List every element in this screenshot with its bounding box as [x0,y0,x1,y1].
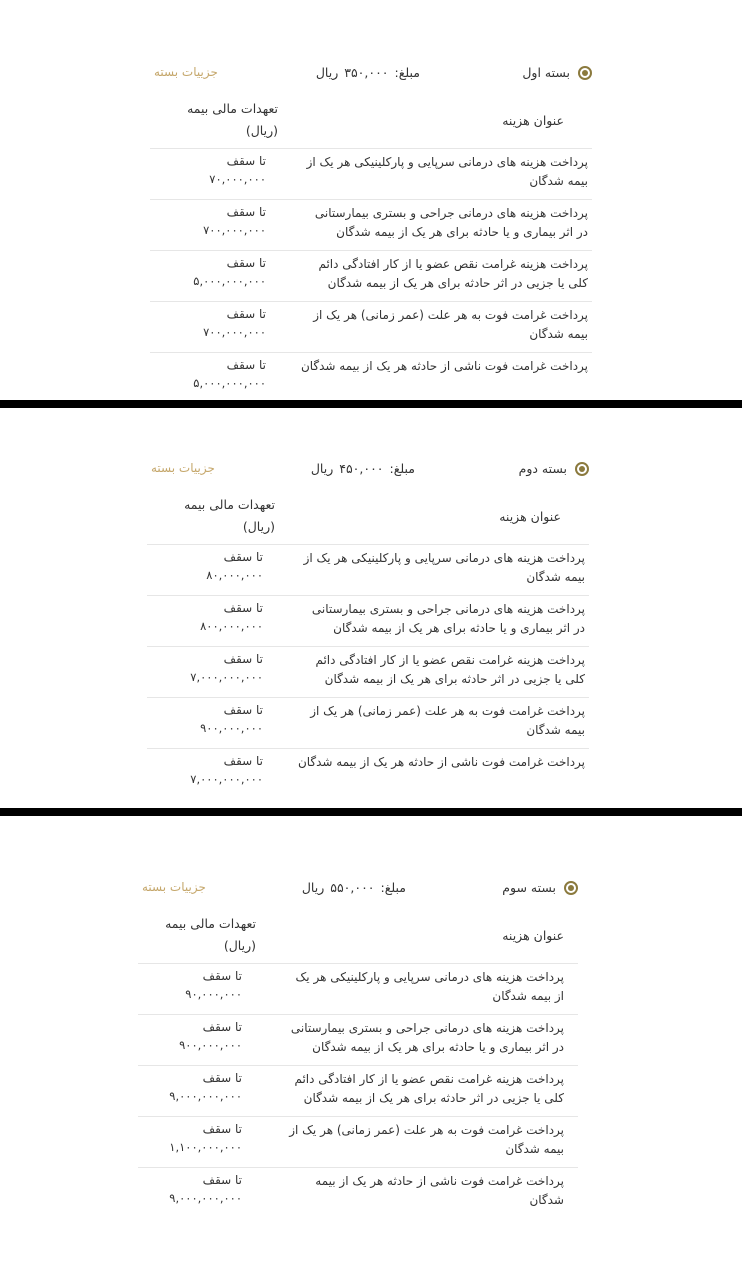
col-amount-header: تعهدات مالی بیمه (ریال) [184,497,275,534]
coverage-title: پرداخت هزینه غرامت نقص عضو یا از کار افتادگی دائم کلی یا جزیی در اثر حادثه برای هر یک از بیمه شدگان [318,257,588,290]
coverage-title: پرداخت غرامت فوت ناشی از حادثه هر یک از بیمه شدگان [297,755,585,769]
table-header [147,488,589,545]
coverage-amount: تا سقف ۷۰,۰۰۰,۰۰۰ [209,154,266,186]
table-row [138,964,578,1015]
coverage-table [147,488,589,799]
table-header [150,92,592,149]
currency-label: ریال [310,461,334,476]
amount-label: مبلغ: [394,65,420,80]
table-row [138,1117,578,1168]
coverage-table [150,92,592,403]
amount-label: مبلغ: [389,461,415,476]
package-name: بسته دوم [518,461,567,476]
package-price [305,461,415,476]
currency-label: ریال [315,65,339,80]
coverage-amount: تا سقف ۵,۰۰۰,۰۰۰,۰۰۰ [193,358,266,390]
package-card [147,452,589,799]
coverage-title: پرداخت غرامت فوت ناشی از حادثه هر یک از بیمه شدگان [300,359,588,373]
package-details-link[interactable]: جزییات بسته [142,880,206,894]
amount-value: ۳۵۰,۰۰۰ [344,65,389,80]
col-amount-header: تعهدات مالی بیمه (ریال) [165,916,256,953]
table-row [147,749,589,800]
coverage-table [138,907,578,1218]
radio-selected-icon[interactable] [564,881,578,895]
coverage-title: پرداخت غرامت فوت ناشی از حادثه هر یک از بیمه شدگان [315,1174,564,1207]
coverage-amount: تا سقف ۹۰۰,۰۰۰,۰۰۰ [200,703,263,735]
coverage-title: پرداخت هزینه غرامت نقص عضو یا از کار افتادگی دائم کلی یا جزیی در اثر حادثه برای هر یک از بیمه شدگان [315,653,585,686]
package-header [150,56,592,92]
col-title-header: عنوان هزینه [502,927,564,943]
amount-value: ۵۵۰,۰۰۰ [330,880,375,895]
coverage-title: پرداخت هزینه های درمانی جراحی و بستری بیمارستانی در اثر بیماری و یا حادثه برای هر یک از بیمه شدگان [314,206,588,239]
table-row [138,1066,578,1117]
package-price [296,880,406,895]
coverage-title: پرداخت هزینه های درمانی جراحی و بستری بیمارستانی در اثر بیماری و یا حادثه برای هر یک از بیمه شدگان [290,1021,564,1054]
coverage-title: پرداخت هزینه های درمانی سرپایی و پارکلینیکی هر یک از بیمه شدگان [295,970,564,1003]
table-row [147,698,589,749]
table-row [150,353,592,404]
coverage-title: پرداخت هزینه های درمانی سرپایی و پارکلینیکی هر یک از بیمه شدگان [303,551,585,584]
coverage-title: پرداخت غرامت فوت به هر علت (عمر زمانی) هر یک از بیمه شدگان [310,704,585,737]
table-row [147,596,589,647]
package-card [138,871,578,1218]
coverage-title: پرداخت هزینه های درمانی سرپایی و پارکلینیکی هر یک از بیمه شدگان [306,155,588,188]
coverage-amount: تا سقف ۵,۰۰۰,۰۰۰,۰۰۰ [193,256,266,288]
col-title-header: عنوان هزینه [499,508,561,524]
coverage-title: پرداخت هزینه غرامت نقص عضو یا از کار افتادگی دائم کلی یا جزیی در اثر حادثه برای هر یک از بیمه شدگان [294,1072,564,1105]
package-header [147,452,589,488]
coverage-amount: تا سقف ۸۰,۰۰۰,۰۰۰ [206,550,263,582]
package-details-link[interactable]: جزییات بسته [151,461,215,475]
radio-selected-icon[interactable] [578,66,592,80]
section-divider [0,808,742,816]
table-row [138,1168,578,1219]
package-header [138,871,578,907]
table-row [150,251,592,302]
radio-selected-icon[interactable] [575,462,589,476]
coverage-title: پرداخت هزینه های درمانی جراحی و بستری بیمارستانی در اثر بیماری و یا حادثه برای هر یک از بیمه شدگان [311,602,585,635]
coverage-amount: تا سقف ۷,۰۰۰,۰۰۰,۰۰۰ [190,652,263,684]
amount-value: ۴۵۰,۰۰۰ [339,461,384,476]
amount-label: مبلغ: [380,880,406,895]
package-price [310,65,420,80]
table-row [150,200,592,251]
coverage-amount: تا سقف ۹,۰۰۰,۰۰۰,۰۰۰ [169,1071,242,1103]
coverage-amount: تا سقف ۸۰۰,۰۰۰,۰۰۰ [200,601,263,633]
package-name: بسته اول [522,65,570,80]
table-row [147,647,589,698]
table-row [150,149,592,200]
coverage-amount: تا سقف ۷۰۰,۰۰۰,۰۰۰ [203,307,266,339]
table-row [147,545,589,596]
coverage-amount: تا سقف ۷,۰۰۰,۰۰۰,۰۰۰ [190,754,263,786]
coverage-title: پرداخت غرامت فوت به هر علت (عمر زمانی) هر یک از بیمه شدگان [313,308,588,341]
coverage-amount: تا سقف ۹,۰۰۰,۰۰۰,۰۰۰ [169,1173,242,1205]
coverage-amount: تا سقف ۱,۱۰۰,۰۰۰,۰۰۰ [169,1122,242,1154]
table-header [138,907,578,964]
currency-label: ریال [301,880,325,895]
package-name: بسته سوم [502,880,556,895]
table-row [150,302,592,353]
coverage-amount: تا سقف ۹۰۰,۰۰۰,۰۰۰ [179,1020,242,1052]
package-details-link[interactable]: جزییات بسته [154,65,218,79]
coverage-title: پرداخت غرامت فوت به هر علت (عمر زمانی) هر یک از بیمه شدگان [289,1123,564,1156]
package-card [150,56,592,403]
coverage-amount: تا سقف ۹۰,۰۰۰,۰۰۰ [185,969,242,1001]
col-title-header: عنوان هزینه [502,112,564,128]
coverage-amount: تا سقف ۷۰۰,۰۰۰,۰۰۰ [203,205,266,237]
col-amount-header: تعهدات مالی بیمه (ریال) [187,101,278,138]
table-row [138,1015,578,1066]
